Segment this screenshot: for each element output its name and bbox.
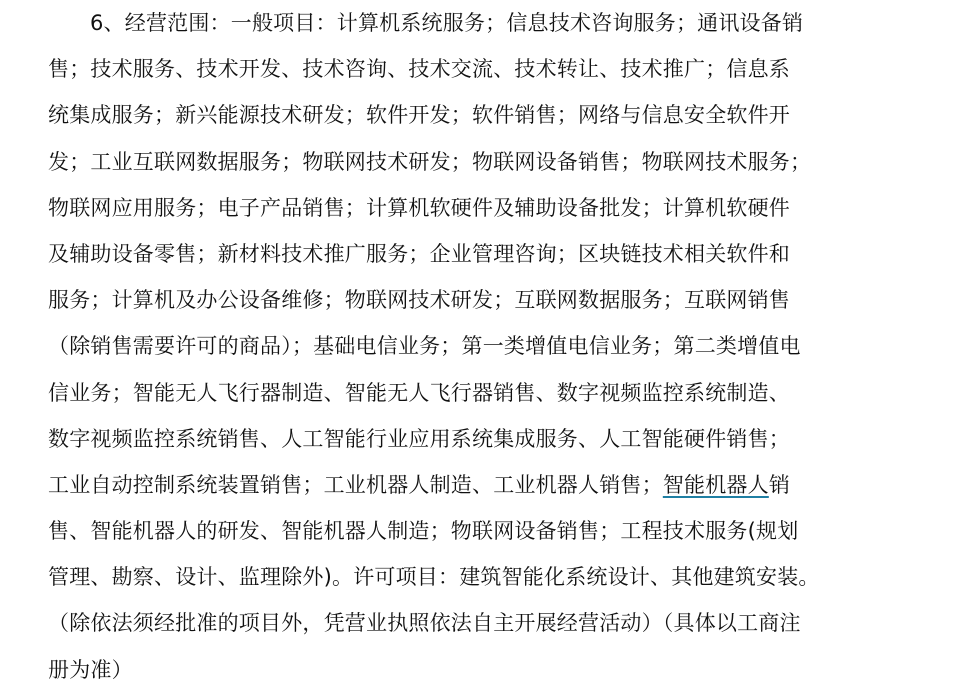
text-line: （除依法须经批准的项目外，凭营业执照依法自主开展经营活动）（具体以工商注: [48, 611, 801, 636]
text-line: 售、智能机器人的研发、智能机器人制造；物联网设备销售；工程技术服务(规划: [48, 519, 799, 544]
text-line: 6、经营范围：一般项目：计算机系统服务；信息技术咨询服务；通讯设备销: [90, 11, 804, 35]
text-line: 数字视频监控系统销售、人工智能行业应用系统集成服务、人工智能硬件销售；: [48, 426, 790, 451]
business-scope-paragraph: [48, 0, 908, 693]
text-line: 信业务；智能无人飞行器制造、智能无人飞行器销售、数字视频监控系统制造、: [48, 380, 790, 405]
text-line: 统集成服务；新兴能源技术研发；软件开发；软件销售；网络与信息安全软件开: [48, 103, 790, 128]
text-line: 物联网应用服务；电子产品销售；计算机软硬件及辅助设备批发；计算机软硬件: [48, 195, 790, 220]
text-line-highlighted: [48, 462, 908, 508]
text-line: 售；技术服务、技术开发、技术咨询、技术交流、技术转让、技术推广；信息系: [48, 57, 790, 82]
text-line: 册为准）: [48, 657, 133, 682]
highlighted-text[interactable]: 智能机器人: [662, 472, 769, 497]
text-segment: 工业自动控制系统装置销售；工业机器人制造、工业机器人销售；: [48, 472, 663, 497]
text-line: （除销售需要许可的商品）；基础电信业务；第一类增值电信业务；第二类增值电: [48, 334, 801, 359]
text-line: 服务；计算机及办公设备维修；物联网技术研发；互联网数据服务；互联网销售: [48, 288, 790, 313]
text-segment: 销: [768, 472, 791, 497]
text-line: 及辅助设备零售；新材料技术推广服务；企业管理咨询；区块链技术相关软件和: [48, 241, 790, 266]
text-line: 管理、勘察、设计、监理除外)。许可项目：建筑智能化系统设计、其他建筑安装。: [48, 565, 820, 590]
text-line: 发；工业互联网数据服务；物联网技术研发；物联网设备销售；物联网技术服务；: [48, 149, 812, 174]
